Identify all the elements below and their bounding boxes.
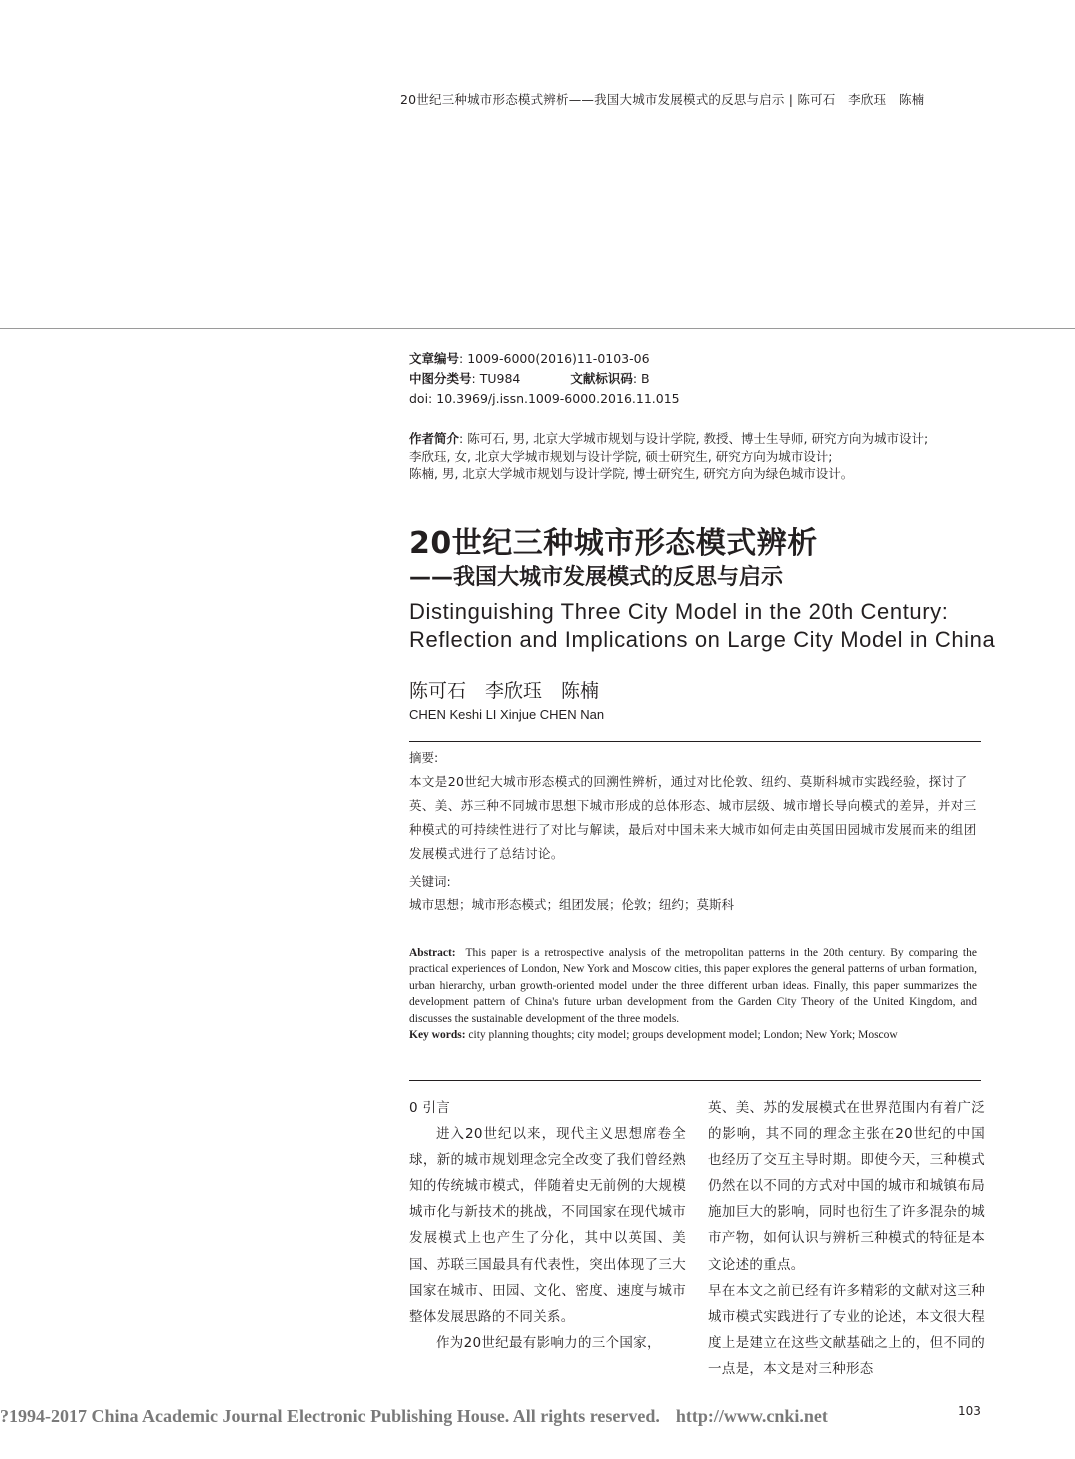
article-number [409, 350, 650, 367]
classification-line [409, 370, 650, 387]
cnki-link[interactable]: http://www.cnki.net [675, 1406, 828, 1426]
article-number-label: 文章编号 [409, 351, 460, 366]
authors-en: CHEN Keshi LI Xinjue CHEN Nan [409, 707, 605, 722]
page-number: 103 [958, 1404, 981, 1418]
abstract-en-paragraph [409, 945, 977, 1027]
article-number-value: : 1009-6000(2016)11-0103-06 [459, 351, 650, 366]
copyright-text: ?1994-2017 China Academic Journal Electronic Publishing House. All rights reserved. [0, 1406, 660, 1426]
doc-code-value: : B [632, 371, 650, 386]
title-en-line-2: Reflection and Implications on Large City Model in China [409, 627, 996, 652]
keywords-en-text: city planning thoughts; city model; groups development model; London; New York; Moscow [468, 1029, 898, 1042]
body-column-right [708, 1095, 985, 1382]
bio-line-3: 陈楠, 男, 北京大学城市规划与设计学院, 博士研究生, 研究方向为绿色城市设计。 [409, 466, 854, 481]
section-title: 0 引言 [409, 1100, 451, 1116]
header-divider [0, 328, 1075, 329]
keywords-cn-label: 关键词: [409, 874, 451, 889]
footer-copyright [0, 1406, 828, 1427]
bio-line-1-text: : 陈可石, 男, 北京大学城市规划与设计学院, 教授、博士生导师, 研究方向为城市设计; [459, 431, 929, 446]
abstract-en [409, 945, 977, 1043]
body-paragraph: 英、美、苏的发展模式在世界范围内有着广泛的影响，其不同的理念主张在20世纪的中国也经历了交互主导时期。即使今天，三种模式仍然在以不同的方式对中国的城市和城镇布局施加巨大的影响，同时也衍生了许多混杂的城市产物，如何认识与辨析三种模式的特征是本文论述的重点。 [708, 1100, 985, 1273]
abstract-divider [409, 741, 981, 742]
bio-line-2: 李欣珏, 女, 北京大学城市规划与设计学院, 硕士研究生, 研究方向为城市设计; [409, 448, 833, 464]
keywords-cn: 城市思想；城市形态模式；组团发展；伦敦；纽约；莫斯科 [409, 897, 735, 912]
doi: doi: 10.3969/j.issn.1009-6000.2016.11.015 [409, 391, 680, 406]
authors-cn: 陈可石 李欣珏 陈楠 [409, 680, 600, 702]
author-bio [409, 430, 984, 483]
abstract-en-label: Abstract: [409, 947, 456, 959]
keywords-en [409, 1027, 977, 1043]
title-en-line-1: Distinguishing Three City Model in the 20th Century: [409, 599, 949, 624]
subtitle-cn: ——我国大城市发展模式的反思与启示 [409, 565, 784, 590]
abstract-en-text: This paper is a retrospective analysis of the metropolitan patterns in the 20th century. By comparing the practical experiences of London, New York and Moscow cities, this paper explores the general patterns of urban formation, urban hierarchy, urban growth-oriented model under the three different urban ideas. Finally, this paper summarizes the development pattern of China's future urban development from the Garden City Theory of the United Kingdom, and discusses the sustainable development of the three models. [409, 947, 977, 1025]
doc-code-label: 文献标识码 [570, 371, 633, 386]
abstract-cn-label: 摘要: [409, 750, 439, 765]
body-paragraph: 进入20世纪以来，现代主义思想席卷全球，新的城市规划理念完全改变了我们曾经熟知的传统城市模式，伴随着史无前例的大规模城市化与新技术的挑战，不同国家在现代城市发展模式上也产生了分化，其中以英国、美国、苏联三国最具有代表性，突出体现了三大国家在城市、田园、文化、密度、速度与城市整体发展思路的不同关系。 [409, 1126, 686, 1325]
bio-line-1 [409, 430, 984, 448]
title-en [409, 598, 995, 654]
body-paragraph: 早在本文之前已经有许多精彩的文献对这三种城市模式实践进行了专业的论述，本文很大程度上是建立在这些文献基础之上的，但不同的一点是，本文是对三种形态 [708, 1282, 985, 1377]
body-divider [409, 1080, 981, 1081]
abstract-cn: 本文是20世纪大城市形态模式的回溯性辨析，通过对比伦敦、纽约、莫斯科城市实践经验，探讨了英、美、苏三种不同城市思想下城市形成的总体形态、城市层级、城市增长导向模式的差异，并对三种模式的可持续性进行了对比与解读，最后对中国未来大城市如何走由英国田园城市发展而来的组团发展模式进行了总结讨论。 [409, 774, 977, 861]
clc-label: 中图分类号 [409, 371, 472, 386]
keywords-en-label: Key words: [409, 1029, 466, 1042]
bio-label: 作者简介 [409, 431, 460, 446]
running-header: 20世纪三种城市形态模式辨析——我国大城市发展模式的反思与启示 | 陈可石 李欣珏 陈楠 [400, 92, 925, 107]
body-column-left [409, 1095, 686, 1356]
body-paragraph: 作为20世纪最有影响力的三个国家， [436, 1334, 661, 1351]
clc-value: : TU984 [471, 371, 521, 386]
title-cn: 20世纪三种城市形态模式辨析 [409, 526, 818, 561]
